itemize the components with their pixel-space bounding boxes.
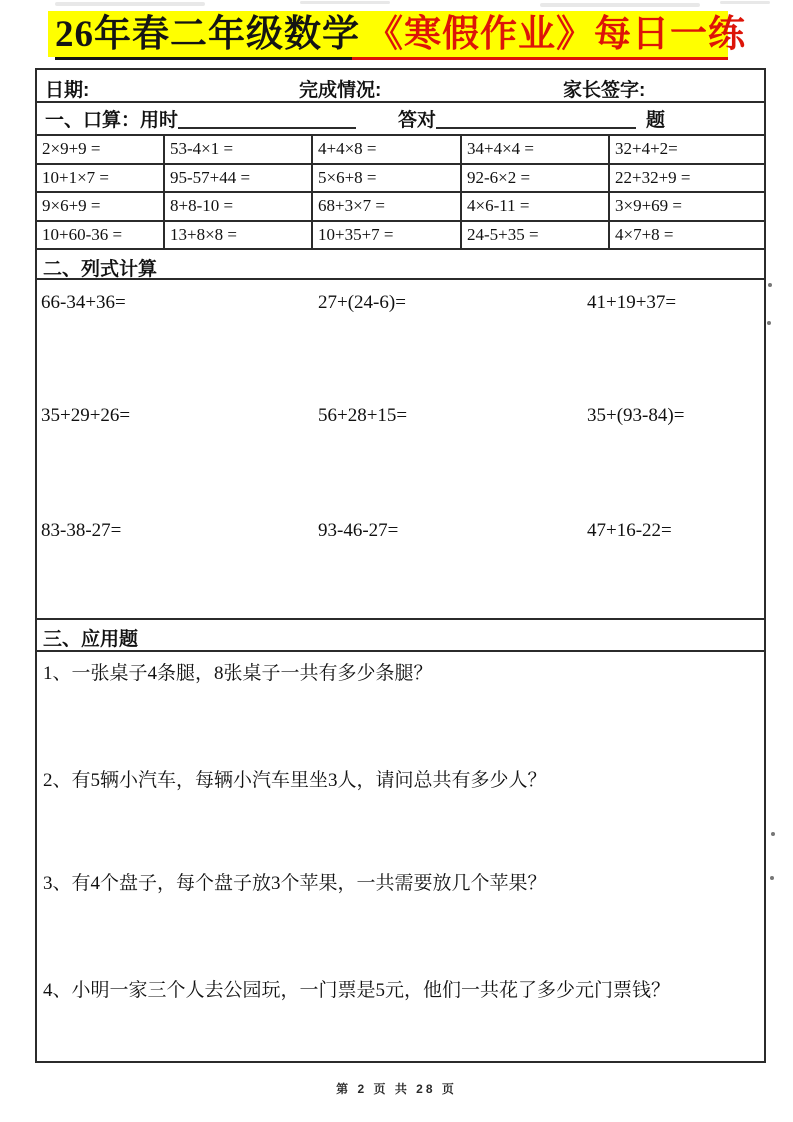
column-calc-problem: 27+(24-6)= [318,292,406,313]
word-problems-heading: 三、应用题 [37,620,764,652]
oral-calc-grid [37,136,764,250]
scan-speck [768,283,772,287]
oral-calc-problem: 68+3×7 = [313,193,462,222]
correct-count-blank-line [436,108,636,130]
oral-calc-problem: 13+8×8 = [165,222,313,251]
scan-speck [767,321,771,325]
column-calc-problem: 83-38-27= [41,520,122,541]
oral-calc-problem: 3×9+69 = [610,193,764,222]
time-used-blank-line [178,108,356,130]
oral-calc-problem: 53-4×1 = [165,136,313,165]
title-underline-black [55,57,352,60]
info-row [37,70,764,103]
oral-calc-problem: 5×6+8 = [313,165,462,194]
column-calc-problem: 41+19+37= [587,292,677,313]
scan-speck [770,876,774,880]
column-calc-problem: 66-34+36= [41,292,126,313]
scan-speck [771,832,775,836]
oral-calc-problem: 34+4×4 = [462,136,610,165]
title-text-red: 《寒假作业》每日一练 [366,13,746,55]
completion-status-label: 完成情况: [299,80,382,101]
oral-calc-problem: 4+4×8 = [313,136,462,165]
page-number-footer: 第 2 页 共 28 页 [336,1082,457,1096]
column-calc-problem: 56+28+15= [318,405,408,426]
oral-calc-problem: 95-57+44 = [165,165,313,194]
oral-calc-heading [37,103,764,136]
oral-calc-problem: 8+8-10 = [165,193,313,222]
questions-unit-label: 题 [646,110,666,131]
scan-artifact [540,3,700,7]
oral-calc-problem: 2×9+9 = [37,136,165,165]
column-calc-problem: 35+29+26= [41,405,131,426]
word-problem: 3、有4个盘子，每个盘子放3个苹果，一共需要放几个苹果？ [43,873,547,894]
scan-artifact [55,2,205,6]
oral-calc-problem: 22+32+9 = [610,165,764,194]
oral-calc-problem: 10+60-36 = [37,222,165,251]
oral-calc-problem: 4×7+8 = [610,222,764,251]
title-underline-red [352,57,728,60]
oral-calc-problem: 10+1×7 = [37,165,165,194]
oral-calc-problem: 24-5+35 = [462,222,610,251]
oral-calc-problem: 32+4+2= [610,136,764,165]
scan-artifact [300,1,390,4]
oral-calc-problem: 92-6×2 = [462,165,610,194]
worksheet-title-banner [48,11,746,57]
parent-signature-label: 家长签字: [563,80,646,101]
word-problems-area [37,652,764,1061]
word-problem: 2、有5辆小汽车，每辆小汽车里坐3人，请问总共有多少人？ [43,770,547,791]
answered-correct-label: 答对 [398,110,437,131]
date-label: 日期: [45,80,90,101]
oral-calc-problem: 10+35+7 = [313,222,462,251]
word-problem: 4、小明一家三个人去公园玩，一门票是5元，他们一共花了多少元门票钱？ [43,980,671,1001]
oral-calc-problem: 4×6-11 = [462,193,610,222]
word-problem: 1、一张桌子4条腿，8张桌子一共有多少条腿？ [43,663,433,684]
oral-calc-problem: 9×6+9 = [37,193,165,222]
column-calc-area [37,280,764,620]
column-calc-problem: 35+(93-84)= [587,405,685,426]
column-calc-problem: 47+16-22= [587,520,672,541]
worksheet-frame [35,68,766,1063]
title-text-black: 26年春二年级数学 [55,13,360,55]
scan-artifact [720,1,770,4]
column-calc-problem: 93-46-27= [318,520,399,541]
column-calc-heading: 二、列式计算 [37,250,764,280]
oral-calc-heading-prefix: 一、口算：用时 [45,110,179,131]
